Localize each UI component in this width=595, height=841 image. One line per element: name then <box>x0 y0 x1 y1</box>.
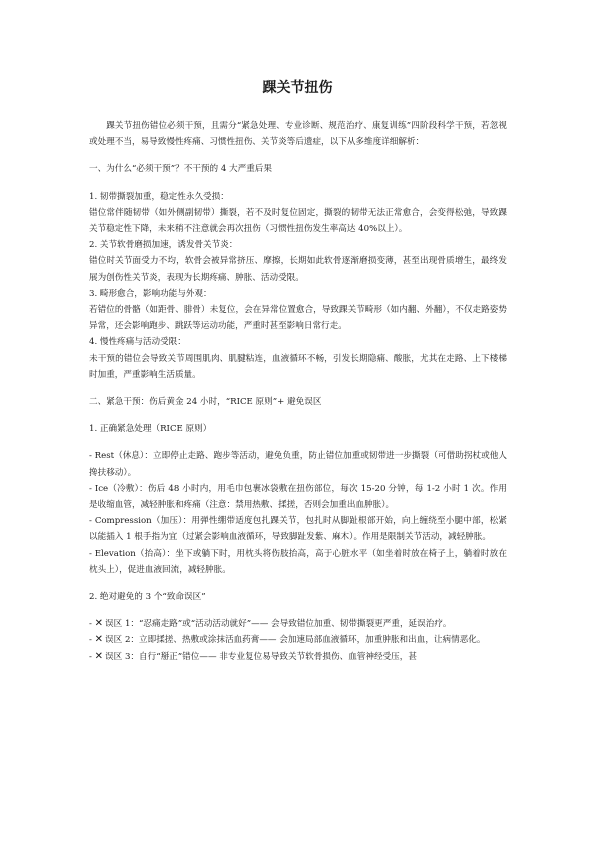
mistake-1-text: 误区 1：“忍痛走路”或“活动活动就好”—— 会导致错位加重、韧带撕裂更严重，延误治疗。 <box>105 619 452 630</box>
cross-mark-icon: ✕ <box>94 618 104 630</box>
mistakes-subheading: 2. 绝对避免的 3 个“致命误区” <box>89 592 206 603</box>
consequence-2-heading: 2. 关节软骨磨损加速，诱发骨关节炎： <box>89 240 238 251</box>
consequence-3-body: 若错位的骨骼（如距骨、腓骨）未复位，会在异常位置愈合，导致踝关节畸形（如内翻、外翻），不仅走路姿势异常，还会影响跑步、跳跃等运动功能，严重时甚至影响日常行走。 <box>89 305 507 332</box>
consequence-2-body: 错位时关节面受力不均，软骨会被异常挤压、摩擦，长期如此软骨逐渐磨损变薄，甚至出现骨质增生，最终发展为创伤性关节炎，表现为长期疼痛、肿胀、活动受限。 <box>89 256 507 283</box>
intro-paragraph: 踝关节扭伤错位必须干预，且需分“紧急处理、专业诊断、规范治疗、康复训练”四阶段科学干预，若忽视或处理不当，易导致慢性疼痛、习惯性扭伤、关节炎等后遗症，以下从多维度详细解析： <box>89 121 507 148</box>
cross-mark-icon: ✕ <box>94 634 104 646</box>
document-body <box>89 118 507 665</box>
rice-compression: - Compression（加压）：用弹性绷带适度包扎踝关节，包扎时从脚趾根部开始，向上缠绕至小腿中部，松紧以能插入 1 根手指为宜（过紧会影响血液循环，导致脚趾发紫、麻木）。作用是限制关节活动，减轻肿胀。 <box>89 516 507 543</box>
section-1-heading: 一、为什么“必须干预”？不干预的 4 大严重后果 <box>89 164 272 175</box>
consequence-3-heading: 3. 畸形愈合，影响功能与外观： <box>89 288 212 299</box>
document-title: 踝关节扭伤 <box>262 80 333 96</box>
mistake-2-prefix: - <box>89 635 95 646</box>
mistake-3-text: 误区 3：自行“掰正”错位—— 非专业复位易导致关节软骨损伤、血管神经受压，甚 <box>105 651 417 662</box>
cross-mark-icon: ✕ <box>94 650 104 662</box>
mistake-1 <box>89 616 507 632</box>
consequence-4-heading: 4. 慢性疼痛与活动受限： <box>89 337 186 348</box>
consequence-1-heading: 1. 韧带撕裂加重，稳定性永久受损： <box>89 191 229 202</box>
rice-elevation: - Elevation（抬高）：坐下或躺下时，用枕头将伤肢抬高，高于心脏水平（如坐着时放在椅子上，躺着时放在枕头上），促进血液回流，减轻肿胀。 <box>89 548 507 575</box>
mistake-2-text: 误区 2：立即揉搓、热敷或涂抹活血药膏—— 会加速局部血液循环，加重肿胀和出血，让病情恶化。 <box>105 635 486 646</box>
consequence-4-body: 未干预的错位会导致关节周围肌肉、肌腱粘连，血液循环不畅，引发长期隐痛、酸胀，尤其在走路、上下楼梯时加重，严重影响生活质量。 <box>89 353 507 380</box>
rice-subheading: 1. 正确紧急处理（RICE 原则） <box>89 424 212 435</box>
consequence-1-body: 错位常伴随韧带（如外侧副韧带）撕裂，若不及时复位固定，撕裂的韧带无法正常愈合，会变得松弛，导致踝关节稳定性下降，未来稍不注意就会再次扭伤（习惯性扭伤发生率高达 40%以上）。 <box>89 207 507 235</box>
rice-ice: - Ice（冷敷）：伤后 48 小时内，用毛巾包裹冰袋敷在扭伤部位，每次 15-20 分钟，每 1-2 小时 1 次。作用是收缩血管，减轻肿胀和疼痛（注意：禁用热敷、揉搓，否则会加重出血肿胀）。 <box>89 483 507 511</box>
mistake-3 <box>89 649 507 665</box>
mistake-1-prefix: - <box>89 619 95 630</box>
rice-rest: - Rest（休息）：立即停止走路、跑步等活动，避免负重，防止错位加重或韧带进一步撕裂（可借助拐杖或他人搀扶移动）。 <box>89 451 507 478</box>
mistake-3-prefix: - <box>89 651 95 662</box>
mistake-2 <box>89 632 507 648</box>
section-2-heading: 二、紧急干预：伤后黄金 24 小时，“RICE 原则”+ 避免误区 <box>89 397 322 408</box>
